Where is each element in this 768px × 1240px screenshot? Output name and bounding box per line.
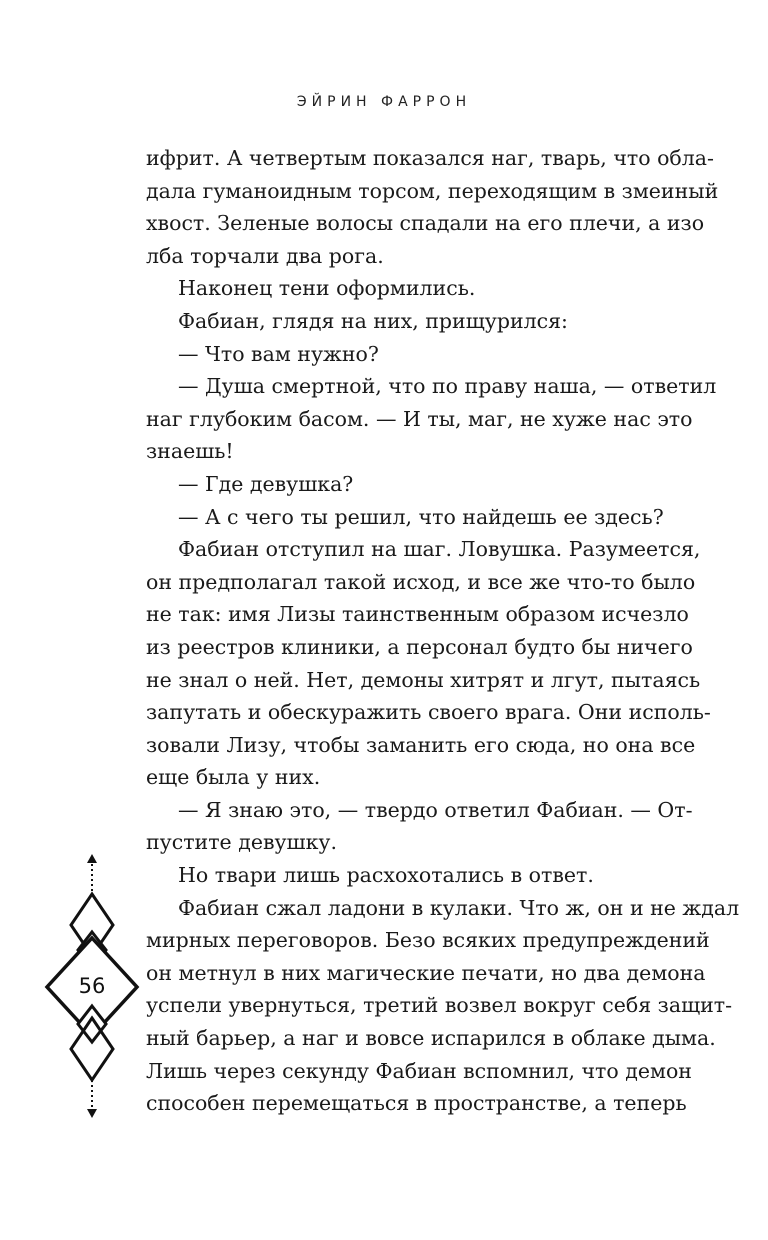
text-line: Но твари лишь расхохотались в ответ. bbox=[178, 863, 594, 888]
text-line: еще была у них. bbox=[146, 765, 321, 790]
text-line: лба торчали два рога. bbox=[146, 243, 384, 268]
text-line: он предполагал такой исход, и все же что-то было bbox=[146, 569, 696, 594]
text-line: Фабиан сжал ладони в кулаки. Что ж, он и не ждал bbox=[178, 895, 740, 920]
text-line: зовали Лизу, чтобы заманить его сюда, но она все bbox=[146, 732, 696, 757]
text-line: он метнул в них магические печати, но два демона bbox=[146, 960, 706, 985]
ornament-top-arrow bbox=[87, 854, 97, 863]
text-line: ифрит. А четвертым показался наг, тварь, что обла- bbox=[146, 146, 714, 170]
text-line: Наконец тени оформились. bbox=[178, 276, 476, 301]
text-line: успели увернуться, третий возвел вокруг себя защит- bbox=[146, 993, 733, 1018]
text-line: запутать и обескуражить своего врага. Они исполь- bbox=[146, 700, 711, 725]
text-line: знаешь! bbox=[146, 439, 234, 464]
text-line: — Душа смертной, что по праву наша, — ответил bbox=[178, 374, 717, 399]
text-line: — А с чего ты решил, что найдешь ее здесь? bbox=[178, 504, 664, 529]
text-line: наг глубоким басом. — И ты, маг, не хуже нас это bbox=[146, 406, 693, 431]
text-line: не знал о ней. Нет, демоны хитрят и лгут, пытаясь bbox=[146, 667, 701, 692]
body-text bbox=[146, 142, 740, 1120]
running-header-author: ЭЙРИН ФАРРОН bbox=[296, 94, 472, 110]
text-line: хвост. Зеленые волосы спадали на его плечи, а изо bbox=[146, 211, 705, 236]
text-line: ный барьер, а наг и вовсе испарился в облаке дыма. bbox=[146, 1026, 716, 1051]
text-line: — Где девушка? bbox=[178, 471, 354, 496]
text-line: Фабиан, глядя на них, прищурился: bbox=[178, 308, 568, 333]
text-line: из реестров клиники, а персонал будто бы ничего bbox=[146, 634, 693, 659]
ornament-bottom-arrow bbox=[87, 1109, 97, 1118]
text-line: не так: имя Лизы таинственным образом исчезло bbox=[146, 602, 689, 627]
page-number: 56 bbox=[78, 974, 106, 998]
text-line: Лишь через секунду Фабиан вспомнил, что демон bbox=[146, 1058, 692, 1083]
text-line: мирных переговоров. Безо всяких предупреждений bbox=[146, 928, 710, 953]
text-line: Фабиан отступил на шаг. Ловушка. Разумеется, bbox=[178, 537, 701, 562]
text-line: дала гуманоидным торсом, переходящим в змеиный bbox=[146, 178, 719, 203]
text-line: — Что вам нужно? bbox=[178, 341, 379, 366]
text-line: — Я знаю это, — твердо ответил Фабиан. — От- bbox=[178, 797, 693, 822]
text-line: способен перемещаться в пространстве, а теперь bbox=[146, 1091, 687, 1116]
text-line: пустите девушку. bbox=[146, 830, 338, 855]
